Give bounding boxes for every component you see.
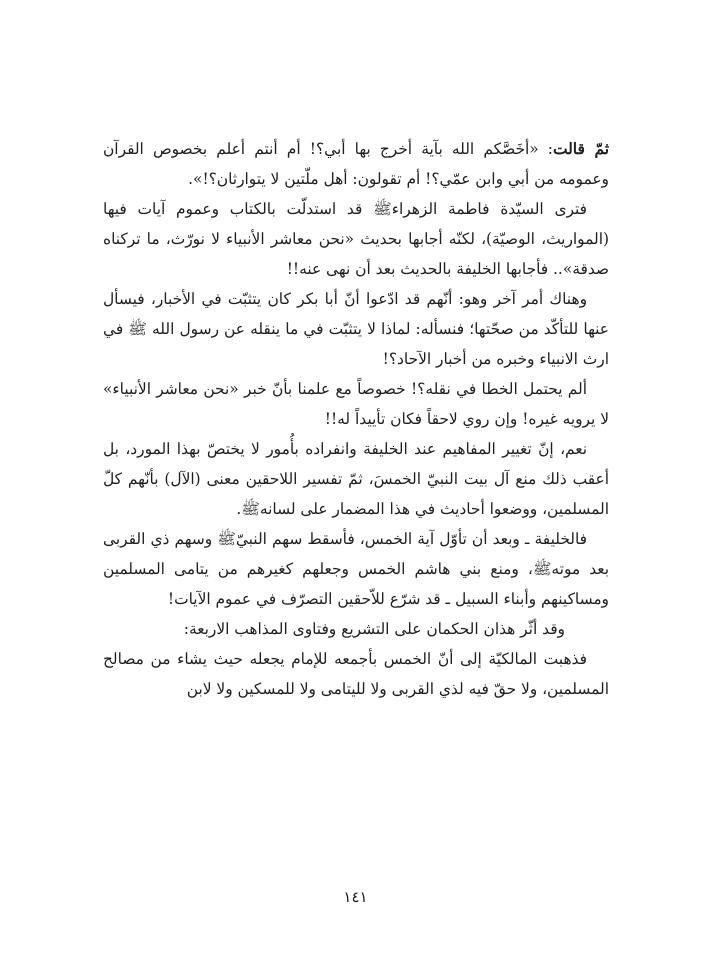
page-number: ١٤١ bbox=[343, 888, 368, 906]
paragraph-text: ألم يحتمل الخطا في نقله؟! خصوصاً مع علمنا بأنّ خبر «نحن معاشر الأنبياء» لا يرويه غيره! وإن روي لاحقاً فكان تأييداً له!! bbox=[103, 380, 609, 428]
paragraph-text: وقد أثّر هذان الحكمان على التشريع وفتاوى المذاهب الاربعة: bbox=[183, 620, 565, 638]
paragraph-4 bbox=[103, 374, 609, 434]
paragraph-lead: ثمّ قالت bbox=[553, 140, 609, 158]
paragraph-text: نعم، إنّ تغيير المفاهيم عند الخليفة وانفراده بأُمور لا يختصّ بهذا المورد، بل أعقب ذلك منع آل بيت النبيّ الخمسَ، ثمّ تفسير اللاحقين معنى (الآل) بأنّهم كلّ المسلمين، ووضعوا أحاديث في هذا المضمار على لسانهﷺ. bbox=[103, 440, 609, 518]
paragraph-text: فترى السيّدة فاطمة الزهراءﷺ قد استدلّت بالكتاب وعموم آيات فيها (المواريث، الوصيّة)، لكنّه أجابها بحديث «نحن معاشر الأنبياء لا نورّث، ما تركناه صدقة».. فأجابها الخليفة بالحديث بعد أن نهى عنه!! bbox=[103, 200, 609, 278]
paragraph-text: فالخليفة ـ وبعد أن تأوّل آية الخمس، فأسقط سهم النبيّﷺ وسهم ذي القربى بعد موتهﷺ، ومنع بني هاشم الخمس وجعلهم كغيرهم من يتامى المسلمين ومساكينهم وأبناء السبيل ـ قد شرّع للاّحقين التصرّف في عموم الآيات! bbox=[103, 530, 609, 608]
paragraph-5 bbox=[103, 434, 609, 524]
body-text bbox=[103, 134, 609, 704]
paragraph-text: وهناك أمر آخر وهو: أنّهم قد ادّعوا أنّ أبا بكر كان يتثبّت في الأخبار، فيسأل عنها للتأكّد من صحّتها؛ فنسأله: لماذا لا يتثبّت في ما ينقله عن رسول الله ﷺ في ارث الانبياء وخبره من أخبار الآحاد؟! bbox=[103, 290, 609, 368]
paragraph-8 bbox=[103, 644, 609, 704]
paragraph-text: فذهبت المالكيّة إلى أنّ الخمس بأجمعه للإمام يجعله حيث يشاء من مصالح المسلمين، ولا حقّ فيه لذي القربى ولا لليتامى ولا للمسكين ولا لابن bbox=[103, 650, 609, 698]
paragraph-1 bbox=[103, 134, 609, 194]
paragraph-2 bbox=[103, 194, 609, 284]
paragraph-text: : «أخَصَّكم الله بآية أخرج بها أبي؟! أم أنتم أعلم بخصوص القرآن وعمومه من أبي وابن عمّي؟! أم تقولون: أهل ملّتين لا يتوارثان؟!». bbox=[103, 140, 609, 188]
paragraph-6 bbox=[103, 524, 609, 614]
paragraph-7 bbox=[103, 614, 609, 644]
paragraph-3 bbox=[103, 284, 609, 374]
